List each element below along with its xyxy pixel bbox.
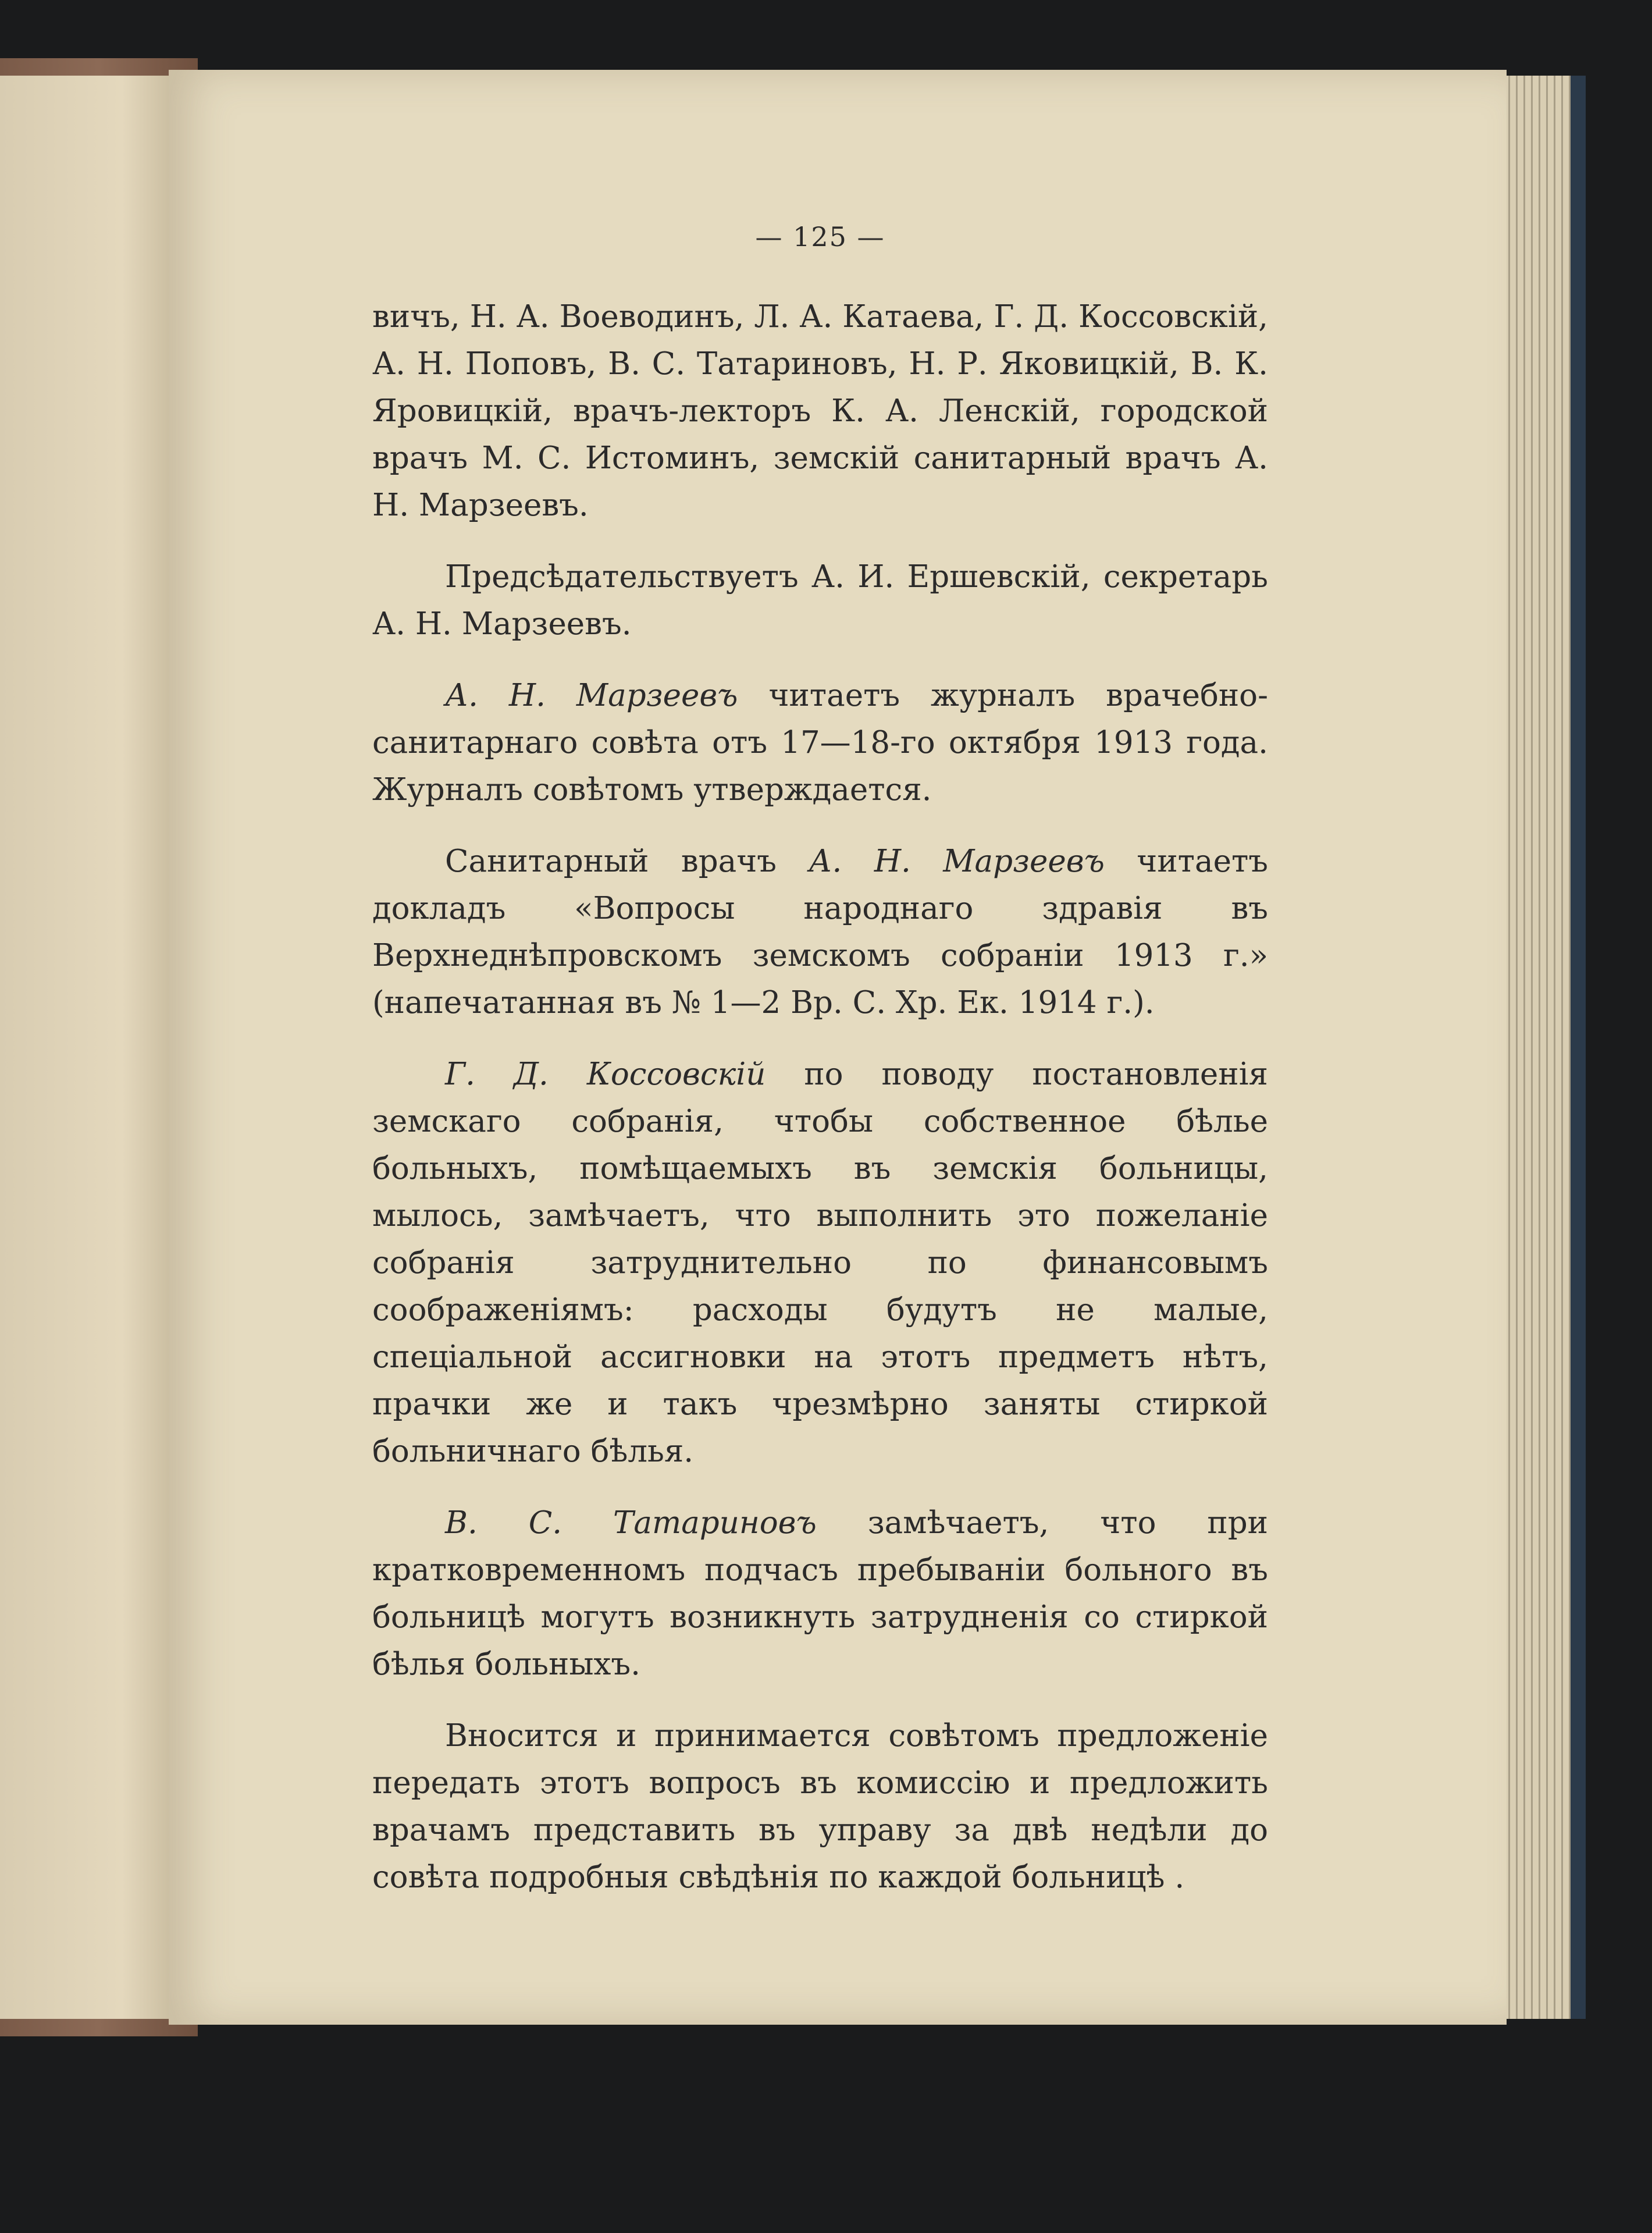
page-number: — 125 — [755, 221, 885, 253]
paragraph-4 [372, 838, 1268, 1026]
paragraph-6-text: замѣчаетъ, что при кратковременномъ подчасъ пребываніи больного въ больницѣ могутъ возникнуть затрудненія со стиркой бѣлья больныхъ. [372, 1505, 1268, 1682]
paragraph-1-text: вичъ, Н. А. Воеводинъ, Л. А. Катаева, Г. Д. Коссовскій, А. Н. Поповъ, В. С. Татариновъ, Н. Р. Яковицкій, В. К. Яровицкій, врачъ-лекторъ К. А. Ленскій, городской врачъ М. С. Истоминъ, земскій санитарный врачъ А. Н. Марзеевъ. [372, 299, 1268, 523]
paragraph-4-text: читаетъ докладъ «Вопросы народнаго здравія въ Верхнеднѣпровскомъ земскомъ собраніи 1913 г.» (напечатанная въ № 1—2 Вр. С. Хр. Ек. 1914 г.). [372, 844, 1268, 1021]
speaker-name: А. Н. Марзеевъ [445, 678, 738, 713]
paragraph-6 [372, 1499, 1268, 1688]
speaker-name: В. С. Татариновъ [445, 1505, 817, 1541]
page-edges [1495, 76, 1582, 2019]
left-page [0, 76, 175, 2019]
paragraph-2 [372, 553, 1268, 648]
paragraph-5-text: по поводу постановленія земскаго собранія, чтобы собственное бѣлье больныхъ, помѣщаемыхъ въ земскія больницы, мылось, замѣчаетъ, что выполнить это пожеланіе собранія затруднительно по финансовымъ соображеніямъ: расходы будутъ не малые, спеціальной ассигновки на этотъ предметъ нѣтъ, прачки же и такъ чрезмѣрно заняты стиркой больничнаго бѣлья. [372, 1057, 1268, 1469]
paragraph-3-text: читаетъ журналъ врачебно-санитарнаго совѣта отъ 17—18-го октября 1913 года. Журналъ совѣтомъ утверждается. [372, 678, 1268, 808]
paragraph-3 [372, 672, 1268, 813]
back-cover-edge [1571, 76, 1586, 2019]
paragraph-5 [372, 1051, 1268, 1475]
speaker-name: Г. Д. Коссовскій [445, 1057, 766, 1092]
paragraph-2-text: Предсѣдательствуетъ А. И. Ершевскій, секретарь А. Н. Марзеевъ. [372, 559, 1268, 642]
page-text [372, 221, 1268, 1925]
paragraph-4-lead: Санитарный врачъ [445, 844, 809, 879]
paragraph-7-text: Вносится и принимается совѣтомъ предложеніе передать этотъ вопросъ въ комиссію и предложить врачамъ представить въ управу за двѣ недѣли до совѣта подробныя свѣдѣнія по каждой больницѣ . [372, 1718, 1268, 1895]
speaker-name: А. Н. Марзеевъ [809, 844, 1105, 879]
paragraph-7 [372, 1712, 1268, 1901]
paragraph-1 [372, 293, 1268, 529]
